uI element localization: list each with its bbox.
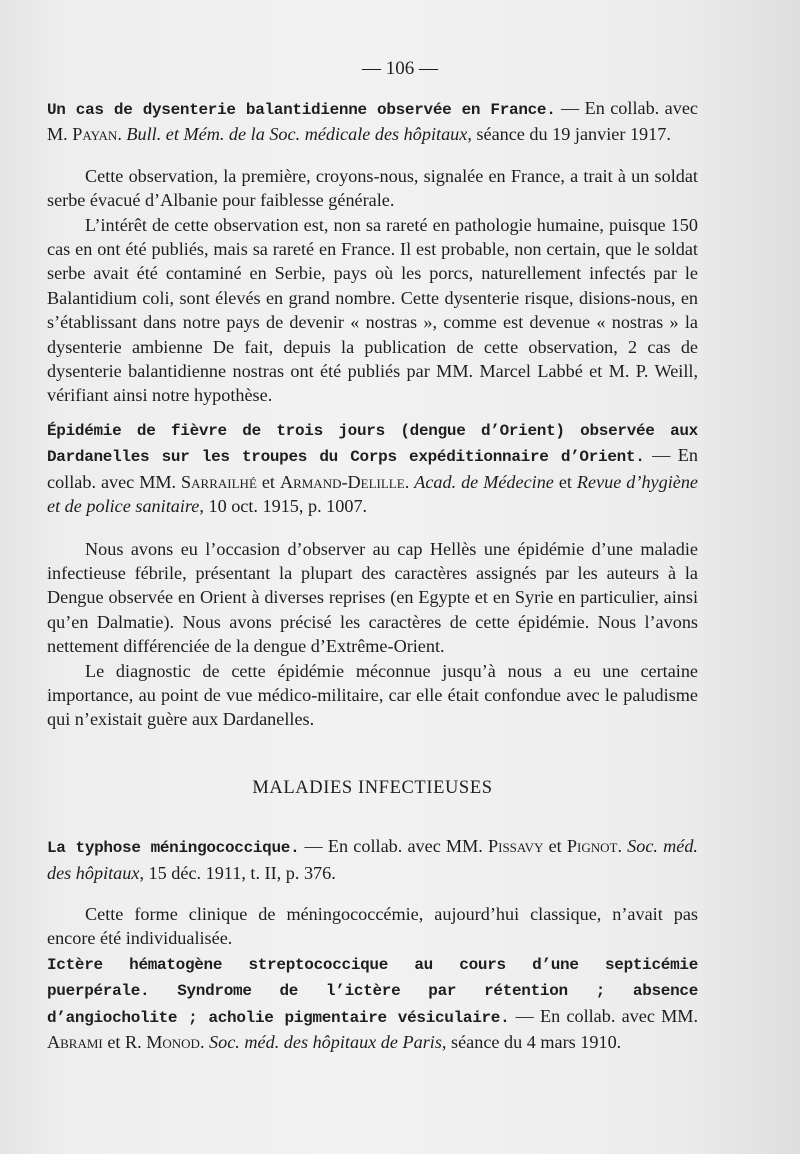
entry-reference-prefix: — En collab. avec MM. <box>509 1005 698 1026</box>
section-heading: MALADIES INFECTIEUSES <box>252 777 493 798</box>
entry-journal: Soc. méd. des hôpitaux de Paris <box>209 1032 442 1052</box>
entry-journal: Acad. de Médecine <box>414 471 554 492</box>
entry-paragraph: Le diagnostic de cette épidémie méconnue jusqu’à nous a eu une certaine importance, au point de vue médico-militaire, car elle était confondue avec le paludisme qui n’existait guère aux Dardanelles. <box>47 660 698 730</box>
entry-author: Sarrailhé <box>181 471 257 492</box>
entry-reference-prefix: — En collab. avec MM. <box>299 836 488 857</box>
entry-author: Payan <box>72 124 118 145</box>
entry-paragraph: Nous avons eu l’occasion d’observer au cap Hellès une épidémie d’une maladie infectieuse fébrile, présentant la plupart des caractères assignés par les auteurs à la Dengue observée en Orient à diverses reprises (en Egypte et en Syrie en particulier, ainsi qu’en Dalmatie). Nous avons précisé les caractères de cette épidémie. Nous l’avons nettement différenciée de la dengue d’Extrême-Orient. <box>47 538 698 657</box>
entry-title: La typhose méningococcique. <box>47 839 300 858</box>
entry-journal-2: Revue d’hygiène et de police sanitaire <box>47 471 698 517</box>
entry-reference-conjunction: et <box>256 471 280 492</box>
entry-reference-prefix: — En collab. avec M. <box>47 98 698 145</box>
entry-title: Épidémie de fièvre de trois jours (dengue d’Orient) observée aux Dardanelles sur les troupes du Corps expéditionnaire d’Orient. <box>47 421 698 467</box>
bibliography-entry <box>47 834 698 885</box>
entry-journal: Soc. méd. des hôpitaux <box>47 836 698 883</box>
entry-reference-suffix: , 10 oct. 1915, p. 1007. <box>199 496 368 517</box>
entry-reference-conjunction-2: et <box>553 471 577 492</box>
page-number: — 106 — <box>362 58 438 79</box>
entry-journal: Bull. et Mém. de la Soc. médicale des hôpitaux <box>126 124 468 145</box>
entry-title: Un cas de dysenterie balantidienne observée en France. <box>47 101 556 119</box>
page-body <box>47 96 698 1054</box>
entry-paragraph: L’intérêt de cette observation est, non sa rareté en pathologie humaine, puisque 150 cas en ont été publiés, mais sa rareté en France. Il est probable, non certain, que le soldat serbe avait été contaminé en Serbie, pays où les porcs, naturellement infectés par le Balantidium coli, sont élevés en grand nombre. Cette dysenterie risque, disions-nous, en s’établissant dans notre pays de devenir « nostras », comme est devenue « nostras » la dysenterie ambienne De fait, depuis la publication de cette observation, 2 cas de dysenterie balantidienne nostras ont été publiés par MM. Marcel Labbé et M. P. Weill, vérifiant ainsi notre hypothèse. <box>47 214 698 406</box>
entry-paragraph: Cette observation, la première, croyons-nous, signalée en France, a trait à un soldat serbe évacué d’Albanie pour faiblesse générale. <box>47 165 698 211</box>
entry-reference-suffix: , séance du 19 janvier 1917. <box>467 124 671 145</box>
entry-reference-conjunction: et R. <box>102 1032 147 1052</box>
entry-reference-suffix: , 15 déc. 1911, t. II, p. 376. <box>139 862 336 883</box>
bibliography-entry <box>47 951 698 1055</box>
entry-paragraph: Cette forme clinique de méningococcémie, aujourd’hui classique, n’avait pas encore été individualisée. <box>47 903 698 949</box>
entry-author-2: Armand-Delille <box>279 471 405 492</box>
entry-reference-conjunction: et <box>543 836 567 857</box>
entry-author: Pissavy <box>488 836 544 857</box>
bibliography-entry <box>47 417 698 519</box>
entry-reference-prefix: — En collab. avec MM. <box>47 445 698 492</box>
entry-reference-separator: . <box>199 1032 210 1052</box>
bibliography-entry <box>47 96 698 147</box>
entry-title: Ictère hématogène streptococcique au cours d’une septicémie puerpérale. Syndrome de l’ictère par rétention ; absence d’angiocholite ; acholie pigmentaire vésiculaire. <box>47 955 698 1027</box>
entry-author-2: Pignot <box>566 836 618 857</box>
entry-reference-separator: . <box>617 836 628 857</box>
entry-reference-suffix: , séance du 4 mars 1910. <box>441 1032 622 1052</box>
entry-reference-separator: . <box>404 471 415 492</box>
entry-author: Abrami <box>47 1032 103 1052</box>
entry-author-2: Monod <box>146 1032 200 1052</box>
entry-reference-separator: . <box>117 124 127 145</box>
